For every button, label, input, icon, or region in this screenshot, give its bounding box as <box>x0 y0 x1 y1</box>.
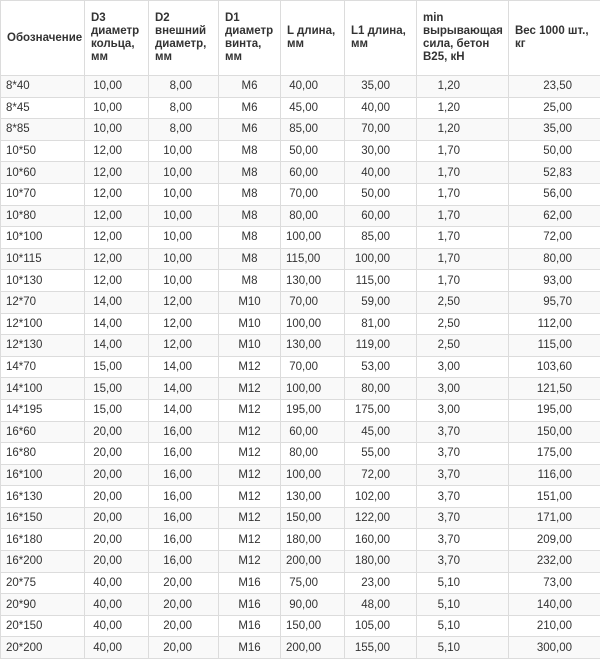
table-row <box>1 162 600 184</box>
header-d3-ring-diameter: D3 диаметр кольца, мм <box>85 1 149 76</box>
cell-designation: 16*100 <box>1 464 85 486</box>
table-row <box>1 248 600 270</box>
table-header <box>1 1 600 76</box>
cell-d3: 14,00 <box>85 313 149 335</box>
cell-d2: 12,00 <box>149 291 219 313</box>
table-row <box>1 270 600 292</box>
cell-d2: 14,00 <box>149 399 219 421</box>
table-row <box>1 335 600 357</box>
cell-force: 1,70 <box>417 162 509 184</box>
cell-d3: 40,00 <box>85 572 149 594</box>
table-row <box>1 529 600 551</box>
cell-force: 1,70 <box>417 248 509 270</box>
cell-d1: M12 <box>219 529 281 551</box>
cell-weight: 93,00 <box>509 270 600 292</box>
cell-d1: M8 <box>219 205 281 227</box>
cell-designation: 10*50 <box>1 140 85 162</box>
cell-l1: 122,00 <box>345 507 417 529</box>
cell-weight: 56,00 <box>509 183 600 205</box>
cell-d1: M12 <box>219 486 281 508</box>
cell-d2: 16,00 <box>149 443 219 465</box>
cell-l1: 105,00 <box>345 615 417 637</box>
header-weight: Вес 1000 шт., кг <box>509 1 600 76</box>
cell-d2: 8,00 <box>149 76 219 98</box>
cell-force: 3,70 <box>417 464 509 486</box>
cell-force: 3,70 <box>417 486 509 508</box>
cell-l: 90,00 <box>281 594 345 616</box>
cell-d1: M12 <box>219 551 281 573</box>
cell-weight: 175,00 <box>509 443 600 465</box>
cell-d3: 10,00 <box>85 97 149 119</box>
header-designation: Обозначение <box>1 1 85 76</box>
cell-designation: 10*130 <box>1 270 85 292</box>
cell-l1: 100,00 <box>345 248 417 270</box>
cell-weight: 25,00 <box>509 97 600 119</box>
cell-designation: 16*60 <box>1 421 85 443</box>
cell-force: 1,20 <box>417 76 509 98</box>
cell-designation: 10*60 <box>1 162 85 184</box>
cell-weight: 232,00 <box>509 551 600 573</box>
cell-d1: M16 <box>219 572 281 594</box>
table-row <box>1 594 600 616</box>
cell-weight: 72,00 <box>509 227 600 249</box>
cell-designation: 10*80 <box>1 205 85 227</box>
cell-d1: M12 <box>219 356 281 378</box>
cell-d3: 12,00 <box>85 248 149 270</box>
cell-d3: 40,00 <box>85 615 149 637</box>
cell-l1: 45,00 <box>345 421 417 443</box>
table-row <box>1 76 600 98</box>
cell-l: 200,00 <box>281 551 345 573</box>
cell-d2: 16,00 <box>149 507 219 529</box>
cell-designation: 20*200 <box>1 637 85 659</box>
table-row <box>1 378 600 400</box>
cell-designation: 10*100 <box>1 227 85 249</box>
cell-d1: M10 <box>219 291 281 313</box>
table-row <box>1 421 600 443</box>
cell-force: 1,70 <box>417 140 509 162</box>
cell-force: 2,50 <box>417 291 509 313</box>
table-row <box>1 227 600 249</box>
cell-designation: 12*130 <box>1 335 85 357</box>
cell-d1: M16 <box>219 615 281 637</box>
table-row <box>1 97 600 119</box>
cell-weight: 115,00 <box>509 335 600 357</box>
cell-l1: 55,00 <box>345 443 417 465</box>
cell-d3: 15,00 <box>85 356 149 378</box>
cell-l: 85,00 <box>281 119 345 141</box>
table-row <box>1 205 600 227</box>
cell-force: 1,70 <box>417 270 509 292</box>
table-row <box>1 486 600 508</box>
cell-d2: 10,00 <box>149 140 219 162</box>
cell-d3: 12,00 <box>85 183 149 205</box>
cell-force: 3,00 <box>417 378 509 400</box>
cell-l1: 102,00 <box>345 486 417 508</box>
cell-d2: 10,00 <box>149 183 219 205</box>
table-row <box>1 399 600 421</box>
cell-d3: 20,00 <box>85 486 149 508</box>
cell-d2: 10,00 <box>149 270 219 292</box>
cell-d1: M12 <box>219 399 281 421</box>
cell-d3: 14,00 <box>85 335 149 357</box>
cell-d1: M8 <box>219 140 281 162</box>
cell-designation: 16*80 <box>1 443 85 465</box>
cell-weight: 300,00 <box>509 637 600 659</box>
header-l-length: L длина, мм <box>281 1 345 76</box>
cell-weight: 151,00 <box>509 486 600 508</box>
table-row <box>1 183 600 205</box>
cell-force: 5,10 <box>417 572 509 594</box>
cell-designation: 10*70 <box>1 183 85 205</box>
cell-l: 50,00 <box>281 140 345 162</box>
cell-d1: M8 <box>219 270 281 292</box>
cell-d1: M12 <box>219 464 281 486</box>
cell-d1: M8 <box>219 248 281 270</box>
cell-d2: 10,00 <box>149 162 219 184</box>
cell-d3: 15,00 <box>85 378 149 400</box>
cell-l: 150,00 <box>281 615 345 637</box>
cell-d2: 20,00 <box>149 615 219 637</box>
cell-weight: 209,00 <box>509 529 600 551</box>
cell-l1: 59,00 <box>345 291 417 313</box>
cell-d2: 14,00 <box>149 356 219 378</box>
cell-d2: 12,00 <box>149 313 219 335</box>
cell-l1: 81,00 <box>345 313 417 335</box>
cell-weight: 95,70 <box>509 291 600 313</box>
cell-l: 100,00 <box>281 313 345 335</box>
cell-l1: 85,00 <box>345 227 417 249</box>
cell-l: 40,00 <box>281 76 345 98</box>
header-d2-outer-diameter: D2 внешний диаметр, мм <box>149 1 219 76</box>
cell-d2: 16,00 <box>149 529 219 551</box>
cell-l1: 23,00 <box>345 572 417 594</box>
cell-designation: 8*45 <box>1 97 85 119</box>
cell-d2: 20,00 <box>149 572 219 594</box>
cell-d2: 14,00 <box>149 378 219 400</box>
cell-designation: 10*115 <box>1 248 85 270</box>
cell-d2: 12,00 <box>149 335 219 357</box>
table-row <box>1 443 600 465</box>
cell-l: 130,00 <box>281 335 345 357</box>
cell-l: 150,00 <box>281 507 345 529</box>
cell-l: 45,00 <box>281 97 345 119</box>
cell-l1: 35,00 <box>345 76 417 98</box>
cell-d2: 16,00 <box>149 464 219 486</box>
cell-l1: 72,00 <box>345 464 417 486</box>
table-row <box>1 507 600 529</box>
cell-force: 5,10 <box>417 594 509 616</box>
cell-d2: 8,00 <box>149 119 219 141</box>
cell-l1: 53,00 <box>345 356 417 378</box>
cell-weight: 73,00 <box>509 572 600 594</box>
cell-weight: 140,00 <box>509 594 600 616</box>
cell-d1: M12 <box>219 421 281 443</box>
cell-weight: 195,00 <box>509 399 600 421</box>
cell-l: 195,00 <box>281 399 345 421</box>
cell-designation: 20*90 <box>1 594 85 616</box>
cell-d1: M16 <box>219 594 281 616</box>
cell-designation: 12*100 <box>1 313 85 335</box>
cell-weight: 62,00 <box>509 205 600 227</box>
cell-d1: M10 <box>219 313 281 335</box>
cell-d1: M10 <box>219 335 281 357</box>
header-pull-out-force: min вырывающая сила, бетон В25, кН <box>417 1 509 76</box>
cell-l1: 70,00 <box>345 119 417 141</box>
cell-weight: 80,00 <box>509 248 600 270</box>
cell-force: 3,70 <box>417 529 509 551</box>
cell-force: 2,50 <box>417 313 509 335</box>
cell-l: 100,00 <box>281 464 345 486</box>
cell-d3: 20,00 <box>85 443 149 465</box>
cell-weight: 112,00 <box>509 313 600 335</box>
cell-force: 1,70 <box>417 227 509 249</box>
table-row <box>1 572 600 594</box>
cell-l: 180,00 <box>281 529 345 551</box>
cell-l: 130,00 <box>281 486 345 508</box>
cell-l: 100,00 <box>281 378 345 400</box>
table-row <box>1 291 600 313</box>
cell-designation: 8*40 <box>1 76 85 98</box>
cell-designation: 20*75 <box>1 572 85 594</box>
cell-d2: 20,00 <box>149 637 219 659</box>
cell-d2: 10,00 <box>149 248 219 270</box>
header-row <box>1 1 600 76</box>
cell-designation: 16*150 <box>1 507 85 529</box>
cell-d1: M6 <box>219 76 281 98</box>
cell-l1: 40,00 <box>345 97 417 119</box>
cell-d2: 16,00 <box>149 486 219 508</box>
cell-force: 3,70 <box>417 551 509 573</box>
table-row <box>1 119 600 141</box>
cell-d3: 12,00 <box>85 205 149 227</box>
cell-d1: M12 <box>219 443 281 465</box>
cell-l: 80,00 <box>281 443 345 465</box>
cell-l1: 180,00 <box>345 551 417 573</box>
cell-l: 130,00 <box>281 270 345 292</box>
cell-weight: 210,00 <box>509 615 600 637</box>
cell-weight: 23,50 <box>509 76 600 98</box>
cell-force: 5,10 <box>417 637 509 659</box>
cell-force: 1,20 <box>417 97 509 119</box>
cell-weight: 103,60 <box>509 356 600 378</box>
cell-l: 200,00 <box>281 637 345 659</box>
cell-l: 70,00 <box>281 291 345 313</box>
cell-d3: 15,00 <box>85 399 149 421</box>
cell-force: 3,70 <box>417 443 509 465</box>
cell-d3: 12,00 <box>85 140 149 162</box>
cell-l: 60,00 <box>281 162 345 184</box>
cell-d3: 20,00 <box>85 421 149 443</box>
cell-force: 3,70 <box>417 421 509 443</box>
table-row <box>1 615 600 637</box>
cell-d3: 40,00 <box>85 637 149 659</box>
cell-l: 75,00 <box>281 572 345 594</box>
cell-designation: 16*130 <box>1 486 85 508</box>
cell-designation: 14*70 <box>1 356 85 378</box>
cell-force: 3,00 <box>417 356 509 378</box>
table-row <box>1 464 600 486</box>
cell-d2: 16,00 <box>149 551 219 573</box>
cell-d1: M16 <box>219 637 281 659</box>
cell-designation: 16*200 <box>1 551 85 573</box>
cell-designation: 14*195 <box>1 399 85 421</box>
cell-l: 100,00 <box>281 227 345 249</box>
cell-l1: 155,00 <box>345 637 417 659</box>
cell-force: 1,70 <box>417 205 509 227</box>
cell-designation: 20*150 <box>1 615 85 637</box>
cell-d3: 12,00 <box>85 162 149 184</box>
table-row <box>1 356 600 378</box>
cell-d1: M6 <box>219 97 281 119</box>
cell-l: 80,00 <box>281 205 345 227</box>
cell-d3: 12,00 <box>85 227 149 249</box>
cell-l: 70,00 <box>281 183 345 205</box>
cell-d1: M8 <box>219 227 281 249</box>
table-row <box>1 551 600 573</box>
cell-d1: M12 <box>219 378 281 400</box>
cell-force: 5,10 <box>417 615 509 637</box>
cell-l1: 48,00 <box>345 594 417 616</box>
cell-d3: 20,00 <box>85 464 149 486</box>
cell-l1: 50,00 <box>345 183 417 205</box>
cell-d3: 10,00 <box>85 119 149 141</box>
cell-l1: 115,00 <box>345 270 417 292</box>
cell-weight: 150,00 <box>509 421 600 443</box>
cell-d3: 20,00 <box>85 507 149 529</box>
cell-weight: 121,50 <box>509 378 600 400</box>
cell-l1: 80,00 <box>345 378 417 400</box>
cell-l1: 175,00 <box>345 399 417 421</box>
cell-d1: M12 <box>219 507 281 529</box>
cell-l1: 30,00 <box>345 140 417 162</box>
cell-d2: 8,00 <box>149 97 219 119</box>
cell-d2: 10,00 <box>149 227 219 249</box>
cell-weight: 116,00 <box>509 464 600 486</box>
cell-l1: 40,00 <box>345 162 417 184</box>
cell-d3: 40,00 <box>85 594 149 616</box>
cell-force: 3,00 <box>417 399 509 421</box>
cell-d2: 20,00 <box>149 594 219 616</box>
table-body <box>1 76 600 659</box>
cell-force: 3,70 <box>417 507 509 529</box>
cell-weight: 171,00 <box>509 507 600 529</box>
cell-weight: 35,00 <box>509 119 600 141</box>
cell-weight: 52,83 <box>509 162 600 184</box>
cell-d3: 14,00 <box>85 291 149 313</box>
table-row <box>1 313 600 335</box>
cell-l1: 60,00 <box>345 205 417 227</box>
cell-designation: 8*85 <box>1 119 85 141</box>
header-d1-screw-diameter: D1 диаметр винта, мм <box>219 1 281 76</box>
table-row <box>1 637 600 659</box>
cell-d3: 20,00 <box>85 529 149 551</box>
cell-designation: 14*100 <box>1 378 85 400</box>
cell-d1: M6 <box>219 119 281 141</box>
cell-d1: M8 <box>219 162 281 184</box>
cell-weight: 50,00 <box>509 140 600 162</box>
cell-designation: 12*70 <box>1 291 85 313</box>
cell-l1: 119,00 <box>345 335 417 357</box>
table-row <box>1 140 600 162</box>
cell-d3: 10,00 <box>85 76 149 98</box>
cell-force: 1,20 <box>417 119 509 141</box>
cell-force: 2,50 <box>417 335 509 357</box>
cell-force: 1,70 <box>417 183 509 205</box>
cell-d2: 16,00 <box>149 421 219 443</box>
cell-d3: 12,00 <box>85 270 149 292</box>
cell-d1: M8 <box>219 183 281 205</box>
cell-l1: 160,00 <box>345 529 417 551</box>
header-l1-length: L1 длина, мм <box>345 1 417 76</box>
cell-l: 60,00 <box>281 421 345 443</box>
cell-d3: 20,00 <box>85 551 149 573</box>
cell-d2: 10,00 <box>149 205 219 227</box>
cell-l: 70,00 <box>281 356 345 378</box>
cell-designation: 16*180 <box>1 529 85 551</box>
cell-l: 115,00 <box>281 248 345 270</box>
